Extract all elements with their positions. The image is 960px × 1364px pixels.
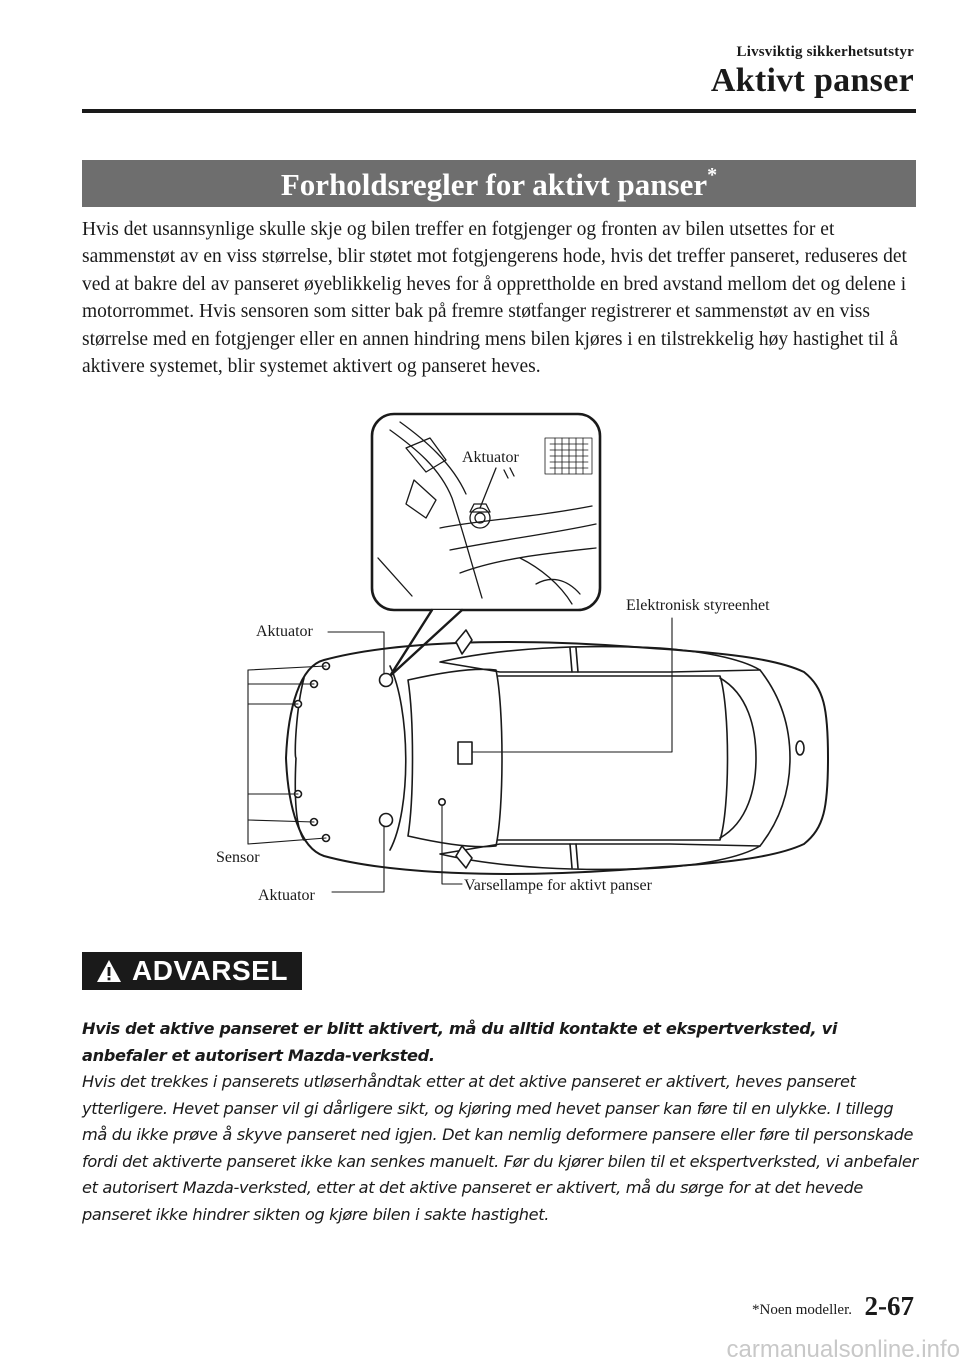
warning-badge-text: ADVARSEL bbox=[132, 955, 288, 986]
sensor-points bbox=[295, 663, 330, 842]
label-warning-lamp: Varsellampe for aktivt panser bbox=[464, 877, 652, 894]
page-number: 2-67 bbox=[864, 1291, 914, 1321]
label-actuator-inset: Aktuator bbox=[462, 449, 519, 466]
actuator-bottom bbox=[380, 814, 393, 827]
warning-body: Hvis det trekkes i panserets utløserhåndtak etter at det aktive panseret er aktivert, heves panseret ytterligere. Hevet panser vil gi dårligere sikt, og kjøring med hevet panser kan føre til en ulykke. I tillegg må du ikke prøve å skyve panseret ned igjen. Det kan nemlig deformere pansere eller føre til personskade fordi det aktiverte panseret ikke kan senkes manuelt. Før du kjører bilen til et ekspertverksted, vi anbefaler et autorisert Mazda-verksted, etter at det aktive panseret er aktivert, må du sørge for at det hevede panseret ikke hindrer sikten og kjøre bilen i sakte hastighet. bbox=[82, 1072, 918, 1224]
label-sensor: Sensor bbox=[216, 849, 260, 866]
trunk-line bbox=[760, 670, 790, 846]
car-body-outline bbox=[286, 642, 828, 874]
header-rule bbox=[82, 109, 916, 113]
warning-lead: Hvis det aktive panseret er blitt aktivert, må du alltid kontakte et ekspertverksted, vi anbefaler et autorisert Mazda-verksted. bbox=[82, 1019, 838, 1065]
inset-grille bbox=[545, 438, 592, 474]
footnote: *Noen modeller. bbox=[752, 1302, 852, 1318]
label-actuator-bottom: Aktuator bbox=[258, 887, 315, 904]
intro-paragraph: Hvis det usannsynlige skulle skje og bilen treffer en fotgjenger og fronten av bilen utsettes for et sammenstøt av en viss størrelse, blir støtet mot fotgjengerens hode, hvis det treffer panseret, reduseres det ved at bakre del av panseret øyeblikkelig heves for å opprettholde en bred avstand mellom det og delene i motorrommet. Hvis sensoren som sitter bak på fremre støtfanger registrerer et sammenstøt av en viss størrelse med en fotgjenger eller en annen hindring mens bilen kjøres i en tilstrekkelig høy hastighet til å aktivere systemet, blir systemet aktivert og panseret heves. bbox=[82, 219, 907, 378]
heading-footnote-mark: * bbox=[707, 164, 718, 186]
section-heading bbox=[82, 160, 916, 207]
section-heading-text: Forholdsregler for aktivt panser bbox=[280, 167, 708, 202]
warning-lamp bbox=[439, 799, 445, 805]
warning-text bbox=[82, 1016, 922, 1228]
windshield bbox=[408, 669, 502, 846]
fuel-cap bbox=[796, 741, 804, 755]
watermark: carmanualsonline.info bbox=[726, 1336, 960, 1363]
warning-badge bbox=[82, 952, 302, 990]
section-label: Livsviktig sikkerhetsutstyr bbox=[736, 44, 914, 60]
roof bbox=[498, 676, 728, 840]
mirror-top bbox=[456, 630, 472, 654]
actuator-top bbox=[380, 674, 393, 687]
side-window-bottom bbox=[440, 844, 760, 869]
label-control-unit: Elektronisk styreenhet bbox=[626, 597, 770, 614]
active-bonnet-diagram bbox=[200, 408, 840, 918]
warning-triangle-icon bbox=[96, 959, 122, 983]
label-actuator-top: Aktuator bbox=[256, 623, 313, 640]
page-title: Aktivt panser bbox=[710, 62, 914, 99]
side-window-top bbox=[440, 647, 760, 672]
control-unit bbox=[458, 742, 472, 764]
